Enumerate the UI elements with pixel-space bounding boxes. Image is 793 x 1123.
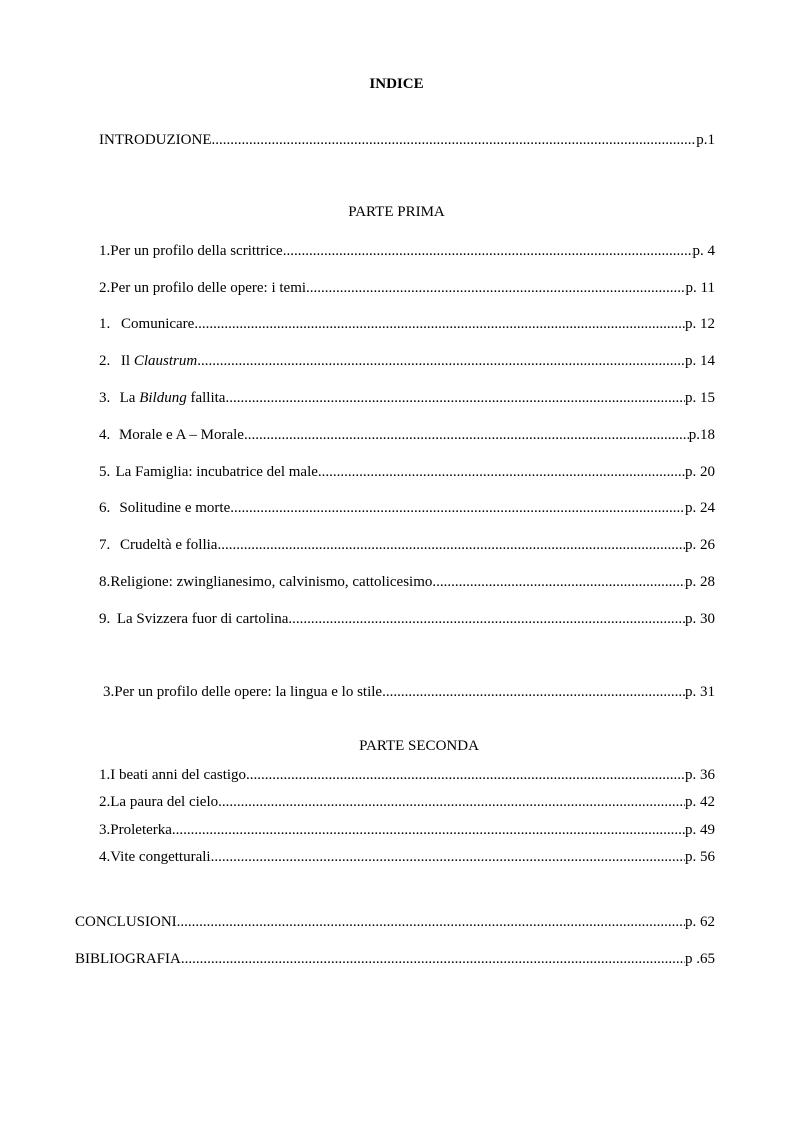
toc-chapter[interactable] bbox=[99, 792, 715, 812]
toc-entry-number: 3. bbox=[99, 822, 111, 838]
toc-subsection[interactable] bbox=[99, 314, 715, 334]
toc-entry-page: p. 12 bbox=[685, 316, 715, 332]
toc-entry-label: I beati anni del castigo bbox=[110, 767, 247, 783]
toc-entry-page: p. 36 bbox=[685, 767, 715, 783]
toc-entry-label: La Bildung fallita bbox=[119, 390, 226, 406]
leader-dots bbox=[225, 388, 685, 408]
toc-entry-introduzione[interactable] bbox=[99, 130, 715, 150]
toc-entry-label: La Svizzera fuor di cartolina bbox=[116, 611, 289, 627]
toc-entry-page: p.1 bbox=[696, 132, 715, 148]
toc-entry-label: Vite congetturali bbox=[110, 849, 211, 865]
leader-dots bbox=[283, 241, 693, 261]
toc-entry-page: p. 14 bbox=[685, 353, 715, 369]
toc-chapter[interactable] bbox=[99, 241, 715, 261]
toc-subsection[interactable] bbox=[99, 388, 715, 408]
toc-entry-label: BIBLIOGRAFIA bbox=[75, 951, 181, 967]
toc-entry-label: Solitudine e morte bbox=[119, 500, 231, 516]
leader-dots bbox=[211, 847, 685, 867]
toc-chapter[interactable] bbox=[99, 847, 715, 867]
toc-entry-page: p.18 bbox=[688, 427, 715, 443]
toc-chapter[interactable] bbox=[99, 278, 715, 298]
toc-entry-page: p. 56 bbox=[685, 849, 715, 865]
toc-entry-label: Morale e A – Morale bbox=[118, 427, 244, 443]
toc-entry-page: p. 26 bbox=[685, 537, 715, 553]
toc-subsection[interactable] bbox=[99, 609, 715, 629]
section-heading-parte-seconda: PARTE SECONDA bbox=[359, 738, 479, 754]
toc-entry-label: Crudeltà e follia bbox=[120, 537, 218, 553]
leader-dots bbox=[197, 351, 685, 371]
toc-entry-page: p. 62 bbox=[685, 914, 715, 930]
toc-entry-label: Il Claustrum bbox=[120, 353, 198, 369]
toc-entry-number: 3. bbox=[103, 684, 115, 700]
toc-entry-page: p. 20 bbox=[685, 464, 715, 480]
toc-entry-number: 4. bbox=[99, 427, 111, 443]
leader-dots bbox=[288, 609, 685, 629]
section-heading-parte-prima: PARTE PRIMA bbox=[348, 204, 445, 220]
toc-subsection[interactable] bbox=[99, 498, 715, 518]
toc-entry-number: 2. bbox=[99, 353, 111, 369]
leader-dots bbox=[177, 912, 685, 932]
toc-entry-page: p. 28 bbox=[685, 574, 715, 590]
toc-entry-page: p. 31 bbox=[685, 684, 715, 700]
toc-entry-label: La Famiglia: incubatrice del male bbox=[115, 464, 318, 480]
toc-entry-label: La paura del cielo bbox=[110, 794, 219, 810]
leader-dots bbox=[244, 425, 689, 445]
toc-entry-page: p. 42 bbox=[685, 794, 715, 810]
toc-subsection[interactable] bbox=[99, 462, 715, 482]
leader-dots bbox=[218, 792, 685, 812]
toc-entry-page: p. 15 bbox=[685, 390, 715, 406]
toc-entry-number: 2. bbox=[99, 280, 111, 296]
toc-entry-number: 8. bbox=[99, 574, 111, 590]
page-title: INDICE bbox=[369, 76, 424, 92]
toc-entry-page: p. 11 bbox=[685, 280, 715, 296]
toc-entry-number: 6. bbox=[99, 500, 111, 516]
toc-entry-page: p. 24 bbox=[685, 500, 715, 516]
toc-entry-number: 2. bbox=[99, 794, 111, 810]
toc-subsection[interactable] bbox=[99, 351, 715, 371]
toc-subsection[interactable] bbox=[99, 572, 715, 592]
toc-entry-label: Comunicare bbox=[121, 316, 195, 332]
toc-entry-number: 7. bbox=[99, 537, 111, 553]
toc-entry-number: 3. bbox=[99, 390, 111, 406]
leader-dots bbox=[306, 278, 686, 298]
leader-dots bbox=[211, 130, 696, 150]
toc-chapter[interactable] bbox=[99, 820, 715, 840]
toc-entry-page: p .65 bbox=[685, 951, 715, 967]
toc-chapter[interactable] bbox=[99, 765, 715, 785]
toc-subsection[interactable] bbox=[99, 535, 715, 555]
toc-chapter[interactable] bbox=[103, 682, 715, 702]
toc-entry-number: 1. bbox=[99, 767, 111, 783]
toc-entry-label: CONCLUSIONI bbox=[75, 914, 177, 930]
leader-dots bbox=[194, 314, 685, 334]
toc-entry-bibliografia[interactable] bbox=[75, 949, 715, 969]
toc-entry-page: p. 30 bbox=[685, 611, 715, 627]
toc-entry-label: Per un profilo delle opere: i temi bbox=[110, 280, 307, 296]
toc-entry-label: INTRODUZIONE bbox=[99, 132, 212, 148]
toc-entry-label: Religione: zwinglianesimo, calvinismo, cattolicesimo bbox=[110, 574, 433, 590]
toc-entry-number: 1. bbox=[99, 243, 111, 259]
leader-dots bbox=[181, 949, 685, 969]
toc-entry-number: 5. bbox=[99, 464, 111, 480]
toc-entry-number: 4. bbox=[99, 849, 111, 865]
toc-entry-label: Per un profilo delle opere: la lingua e lo stile bbox=[114, 684, 383, 700]
toc-entry-label: Proleterka bbox=[110, 822, 172, 838]
toc-entry-number: 1. bbox=[99, 316, 111, 332]
toc-entry-page: p. 4 bbox=[692, 243, 715, 259]
leader-dots bbox=[382, 682, 685, 702]
toc-entry-conclusioni[interactable] bbox=[75, 912, 715, 932]
toc-entry-page: p. 49 bbox=[685, 822, 715, 838]
leader-dots bbox=[172, 820, 685, 840]
leader-dots bbox=[217, 535, 685, 555]
leader-dots bbox=[230, 498, 685, 518]
toc-entry-number: 9. bbox=[99, 611, 111, 627]
leader-dots bbox=[246, 765, 685, 785]
leader-dots bbox=[318, 462, 685, 482]
leader-dots bbox=[432, 572, 685, 592]
toc-subsection[interactable] bbox=[99, 425, 715, 445]
toc-entry-label: Per un profilo della scrittrice bbox=[110, 243, 283, 259]
